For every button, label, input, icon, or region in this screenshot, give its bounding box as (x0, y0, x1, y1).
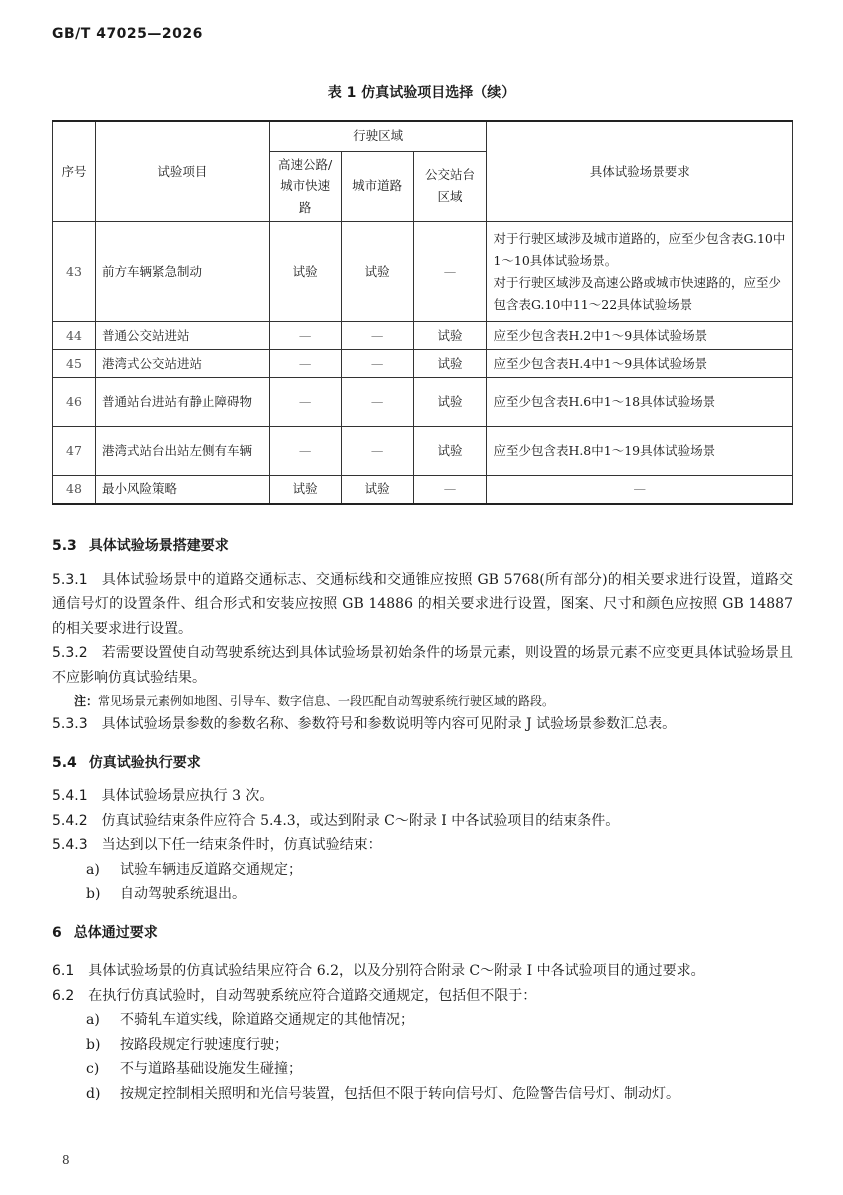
clause (52, 833, 793, 858)
section-heading (52, 534, 793, 559)
section-title: 具体试验场景搭建要求 (88, 538, 229, 554)
clause-number: 5.4.2 (52, 812, 88, 829)
row-urban: 试验 (341, 222, 413, 322)
table-row (53, 322, 793, 350)
list-item (52, 858, 793, 883)
clause-number: 5.4.3 (52, 837, 88, 853)
page-number: 8 (62, 1153, 70, 1167)
list-item (52, 1008, 793, 1033)
list-text: 按规定控制相关照明和光信号装置，包括但不限于转向信号灯、危险警告信号灯、制动灯。 (120, 1085, 680, 1102)
row-requirement: 应至少包含表H.6中1～18具体试验场景 (487, 378, 793, 427)
list-marker: b) (86, 886, 101, 902)
list-text: 不骑轧车道实线，除道路交通规定的其他情况； (120, 1012, 414, 1028)
row-bus: 试验 (413, 350, 487, 378)
list-item (52, 1033, 793, 1058)
row-no: 44 (53, 322, 96, 350)
row-bus: — (413, 476, 487, 504)
row-item: 普通站台进站有静止障碍物 (95, 378, 269, 427)
clause-text: 具体试验场景应执行 3 次。 (101, 788, 274, 804)
row-no: 48 (53, 476, 96, 504)
clause (52, 641, 793, 690)
clause-text: 在执行仿真试验时，自动驾驶系统应符合道路交通规定，包括但不限于： (88, 987, 537, 1004)
row-item: 前方车辆紧急制动 (95, 222, 269, 322)
table-row (53, 222, 793, 322)
row-highway: 试验 (269, 476, 341, 504)
clause (52, 784, 793, 809)
clause-text: 当达到以下任一结束条件时，仿真试验结束： (101, 837, 382, 853)
row-urban: — (341, 378, 413, 427)
row-item: 普通公交站进站 (95, 322, 269, 350)
row-no: 46 (53, 378, 96, 427)
header-seq: 序号 (53, 121, 96, 222)
row-urban: — (341, 427, 413, 476)
list-marker: c) (86, 1061, 100, 1077)
header-bus-stop: 公交站台区域 (413, 151, 487, 222)
clause-text: 具体试验场景的仿真试验结果应符合 6.2，以及分别符合附录 C～附录 I 中各试验项目的通过要求。 (88, 963, 705, 979)
row-no: 47 (53, 427, 96, 476)
row-no: 43 (53, 222, 96, 322)
list-text: 按路段规定行驶速度行驶； (120, 1036, 288, 1053)
table-row (53, 350, 793, 378)
row-requirement: — (487, 476, 793, 504)
row-bus: 试验 (413, 322, 487, 350)
clause (52, 984, 793, 1009)
list-item (52, 882, 793, 907)
clause-number: 6.1 (52, 963, 75, 979)
header-highway: 高速公路/城市快速路 (269, 151, 341, 222)
clause-number: 6.2 (52, 987, 75, 1004)
note-text: 常见场景元素例如地图、引导车、数字信息、一段匹配自动驾驶系统行驶区域的路段。 (98, 694, 555, 708)
table-row (53, 476, 793, 504)
clause-text: 具体试验场景中的道路交通标志、交通标线和交通锥应按照 GB 5768(所有部分)的相关要求进行设置，道路交通信号灯的设置条件、组合形式和安装应按照 GB 14886 的相关要求进行设置，图案、尺寸和颜色应按照 GB 14887 的相关要求进行设置。 (52, 571, 793, 637)
row-urban: — (341, 350, 413, 378)
table-row (53, 427, 793, 476)
row-highway: — (269, 427, 341, 476)
section-number: 5.3 (52, 538, 77, 554)
section-heading (52, 751, 793, 776)
section-number: 5.4 (52, 754, 77, 771)
header-item: 试验项目 (95, 121, 269, 222)
row-highway: — (269, 350, 341, 378)
section-heading (52, 921, 793, 946)
list-marker: a) (86, 1012, 100, 1028)
list-marker: d) (86, 1085, 101, 1102)
row-item: 最小风险策略 (95, 476, 269, 504)
row-highway: — (269, 378, 341, 427)
row-requirement (487, 222, 793, 322)
row-urban: 试验 (341, 476, 413, 504)
list-text: 自动驾驶系统退出。 (120, 886, 246, 902)
clause-text: 若需要设置使自动驾驶系统达到具体试验场景初始条件的场景元素，则设置的场景元素不应变更具体试验场景且不应影响仿真试验结果。 (52, 645, 793, 686)
note-label: 注： (74, 694, 99, 708)
row-item: 港湾式公交站进站 (95, 350, 269, 378)
clause-text: 具体试验场景参数的参数名称、参数符号和参数说明等内容可见附录 J 试验场景参数汇总表。 (101, 716, 677, 732)
clause-number: 5.4.1 (52, 788, 88, 804)
test-item-table (52, 120, 793, 505)
clause-number: 5.3.1 (52, 571, 88, 588)
row-no: 45 (53, 350, 96, 378)
clause (52, 568, 793, 642)
row-requirement: 应至少包含表H.4中1～9具体试验场景 (487, 350, 793, 378)
row-bus: — (413, 222, 487, 322)
list-marker: a) (86, 861, 100, 878)
list-marker: b) (86, 1036, 101, 1053)
table-title: 表 1 仿真试验项目选择（续） (327, 85, 516, 101)
list-text: 试验车辆违反道路交通规定； (120, 861, 302, 878)
section-title: 仿真试验执行要求 (88, 754, 201, 771)
list-item (52, 1082, 793, 1107)
row-urban: — (341, 322, 413, 350)
standard-number: GB/T 47025—2026 (52, 26, 203, 42)
clause-text: 仿真试验结束条件应符合 5.4.3，或达到附录 C～附录 I 中各试验项目的结束条件。 (101, 812, 620, 829)
clause (52, 712, 793, 737)
clause (52, 809, 793, 834)
row-bus: 试验 (413, 378, 487, 427)
requirement-line: 对于行驶区域涉及城市道路的，应至少包含表G.10中1～10具体试验场景。 (493, 230, 786, 268)
header-urban: 城市道路 (341, 151, 413, 222)
note (52, 690, 793, 712)
row-requirement: 应至少包含表H.2中1～9具体试验场景 (487, 322, 793, 350)
row-bus: 试验 (413, 427, 487, 476)
list-text: 不与道路基础设施发生碰撞； (120, 1061, 302, 1077)
list-item (52, 1057, 793, 1082)
header-requirement: 具体试验场景要求 (487, 121, 793, 222)
table-row (53, 378, 793, 427)
requirement-line: 对于行驶区域涉及高速公路或城市快速路的，应至少包含表G.10中11～22具体试验场景 (493, 274, 781, 312)
body-text (52, 534, 793, 1106)
section-number: 6 (52, 924, 62, 941)
section-title: 总体通过要求 (73, 924, 158, 941)
clause (52, 959, 793, 984)
row-highway: 试验 (269, 222, 341, 322)
clause-number: 5.3.2 (52, 645, 88, 661)
row-item: 港湾式站台出站左侧有车辆 (95, 427, 269, 476)
header-area-group: 行驶区域 (269, 121, 487, 151)
row-highway: — (269, 322, 341, 350)
row-requirement: 应至少包含表H.8中1～19具体试验场景 (487, 427, 793, 476)
clause-number: 5.3.3 (52, 716, 88, 732)
